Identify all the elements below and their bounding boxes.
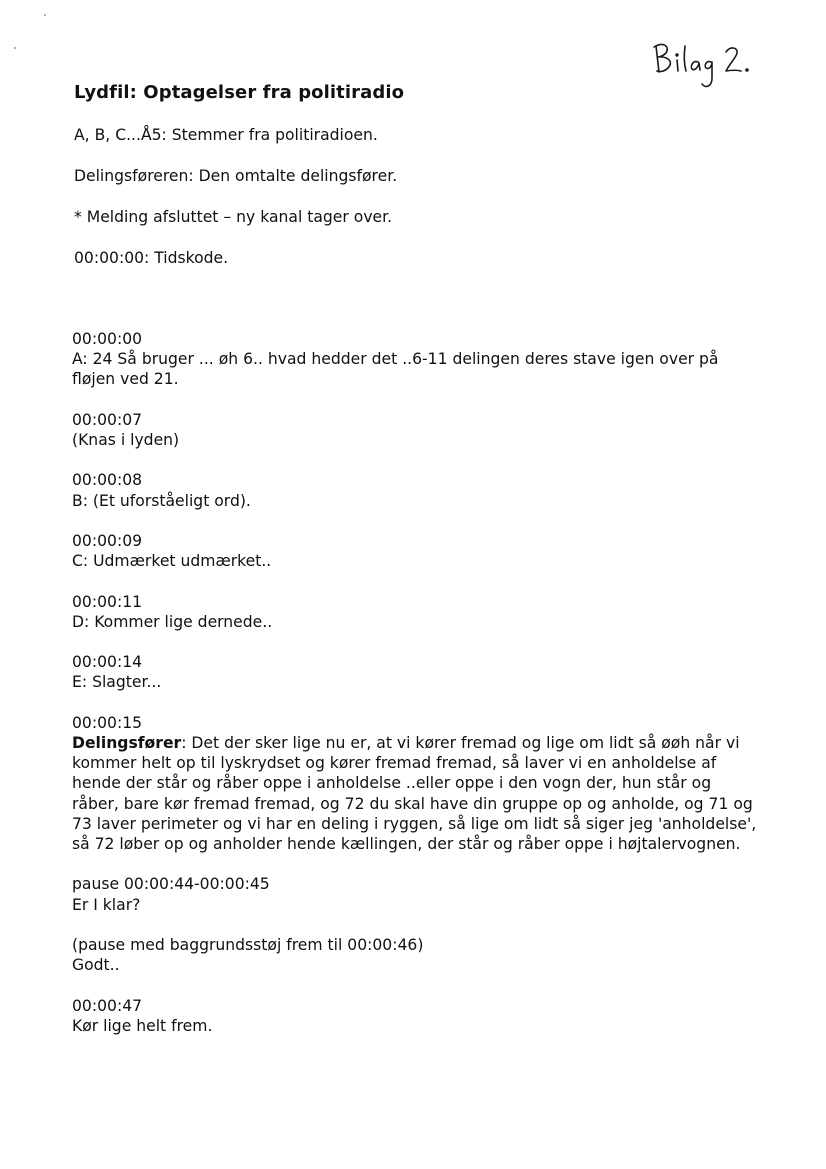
- timecode: 00:00:08: [72, 471, 143, 490]
- speaker-label: E:: [72, 673, 88, 692]
- utterance: [72, 895, 762, 915]
- timecode: 00:00:00: [72, 330, 143, 348]
- timecode: 00:00:14: [72, 653, 143, 672]
- transcript-entry: [72, 592, 762, 632]
- utterance: [72, 955, 762, 975]
- utterance-text: Er I klar?: [72, 895, 141, 914]
- legend-block: [74, 125, 774, 289]
- legend-voices: A, B, C...Å5: Stemmer fra politiradioen.: [74, 126, 378, 144]
- transcript-entry: [72, 329, 762, 390]
- utterance: [72, 491, 762, 511]
- timecode: 00:00:07: [72, 410, 143, 429]
- timecode: 00:00:09: [72, 531, 143, 550]
- transcript-entry: [72, 874, 762, 914]
- utterance-text: Godt..: [72, 956, 120, 975]
- utterance: [72, 612, 762, 632]
- timecode: 00:00:47: [72, 996, 143, 1015]
- legend-timecode: 00:00:00: Tidskode.: [74, 249, 229, 267]
- transcript-entry: [72, 935, 762, 975]
- transcript: [72, 329, 762, 1056]
- transcript-entry: [72, 652, 762, 692]
- utterance: [72, 349, 762, 389]
- utterance-text: Kommer lige dernede..: [89, 612, 273, 631]
- speaker-label: D:: [72, 612, 90, 631]
- legend-message-ended: * Melding afsluttet – ny kanal tager over.: [74, 208, 393, 226]
- pause-marker: pause 00:00:44-00:00:45: [72, 875, 270, 894]
- timecode: 00:00:11: [72, 592, 143, 611]
- timecode: 00:00:15: [72, 713, 143, 732]
- scan-speck: [44, 14, 46, 16]
- pause-marker: (pause med baggrundsstøj frem til 00:00:46): [72, 935, 424, 954]
- utterance: [72, 733, 762, 854]
- utterance: [72, 551, 762, 571]
- transcript-entry: [72, 410, 762, 450]
- utterance: [72, 430, 762, 450]
- transcript-entry: [72, 470, 762, 510]
- handwritten-annotation: [648, 38, 768, 98]
- utterance-text: 24 Så bruger ... øh 6.. hvad hedder det ..6-11 delingen deres stave igen over på fløjen ved 21.: [72, 350, 719, 389]
- utterance-text: Slagter...: [87, 673, 162, 692]
- transcript-entry: [72, 531, 762, 571]
- utterance: [72, 1016, 762, 1036]
- utterance-text: Kør lige helt frem.: [72, 1016, 213, 1035]
- speaker-label: A:: [72, 350, 88, 369]
- utterance-text: (Et uforståeligt ord).: [87, 491, 251, 510]
- speaker-label: B:: [72, 491, 88, 510]
- document-title: Lydfil: Optagelser fra politiradio: [74, 82, 405, 103]
- scan-speck: [14, 47, 16, 49]
- utterance: [72, 672, 762, 692]
- speaker-label: C:: [72, 552, 89, 571]
- speaker-label-platoon-leader: Delingsfører: [72, 733, 182, 752]
- utterance-text: : Det der sker lige nu er, at vi kører fremad og lige om lidt så øøh når vi kommer helt op til lyskrydset og kører fremad fremad, så laver vi en anholdelse af hende der står og råber oppe i anholdelse ..eller oppe i den vogn der, hun står og råber, bare kør fremad fremad, og 72 du skal have din gruppe op og anholde, og 71 og 73 laver perimeter og vi har en deling i ryggen, så lige om lidt så siger jeg 'anholdelse', så 72 løber op og anholder hende kællingen, der står og råber oppe i højtalervognen.: [72, 733, 757, 853]
- utterance-text: (Knas i lyden): [72, 431, 180, 449]
- transcript-entry: [72, 713, 762, 854]
- legend-platoon-leader: Delingsføreren: Den omtalte delingsfører.: [74, 167, 398, 185]
- transcript-entry: [72, 996, 762, 1036]
- utterance-text: Udmærket udmærket..: [88, 552, 272, 571]
- handwritten-bilag-2-signature: [648, 38, 768, 98]
